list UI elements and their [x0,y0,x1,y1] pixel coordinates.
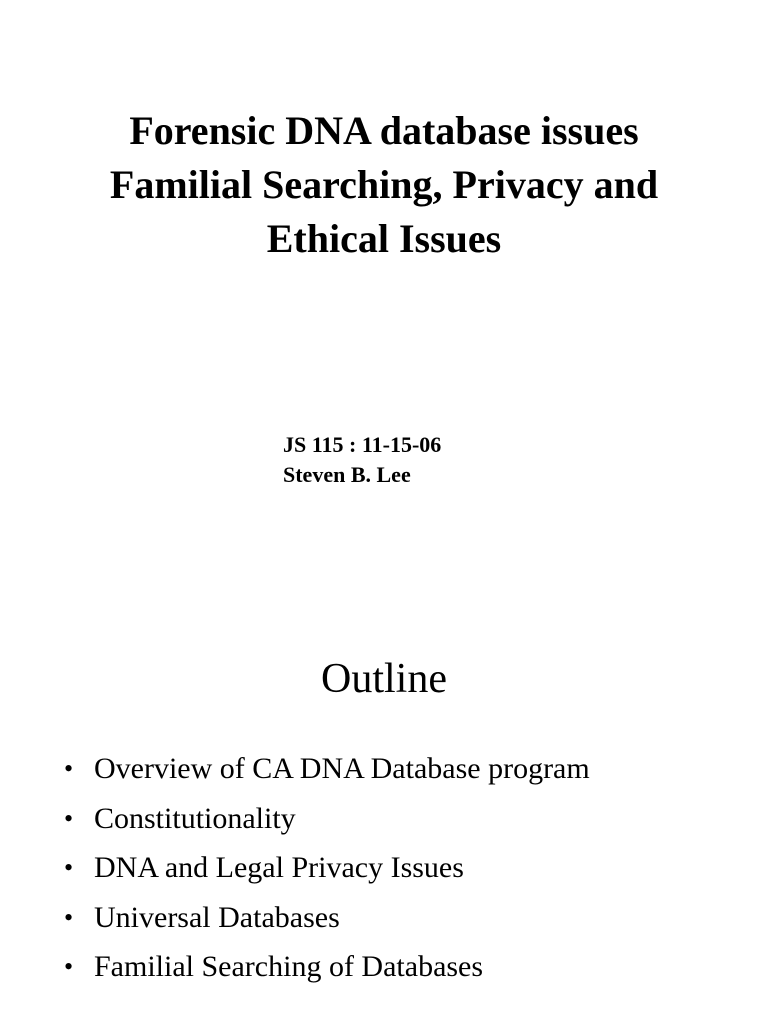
list-item [62,843,590,893]
title-line-3: Ethical Issues [266,216,502,261]
course-code: JS 115 : 11-15-06 [283,432,442,457]
byline [283,430,441,490]
bullet-icon: • [64,853,74,882]
author-name: Steven B. Lee [283,462,411,487]
title-line-1: Forensic DNA database issues [129,108,639,153]
list-item [62,794,590,844]
list-item-text: Constitutionality [94,801,296,835]
list-item-text: Familial Searching of Databases [94,950,484,983]
outline-heading: Outline [321,656,447,702]
list-item-text: DNA and Legal Privacy Issues [94,851,464,884]
list-item [62,744,590,794]
bullet-icon: • [64,754,74,783]
bullet-icon: • [64,902,74,932]
list-item-text: Overview of CA DNA Database program [94,752,590,785]
list-item [62,942,590,992]
bullet-icon: • [64,803,74,833]
bullet-icon: • [64,952,74,981]
title-line-2: Familial Searching, Privacy and [109,162,659,207]
slide-title [0,104,768,266]
list-item-text: Universal Databases [94,900,340,934]
list-item [62,893,590,943]
outline-list [62,744,590,992]
outline-slide [0,620,768,1024]
